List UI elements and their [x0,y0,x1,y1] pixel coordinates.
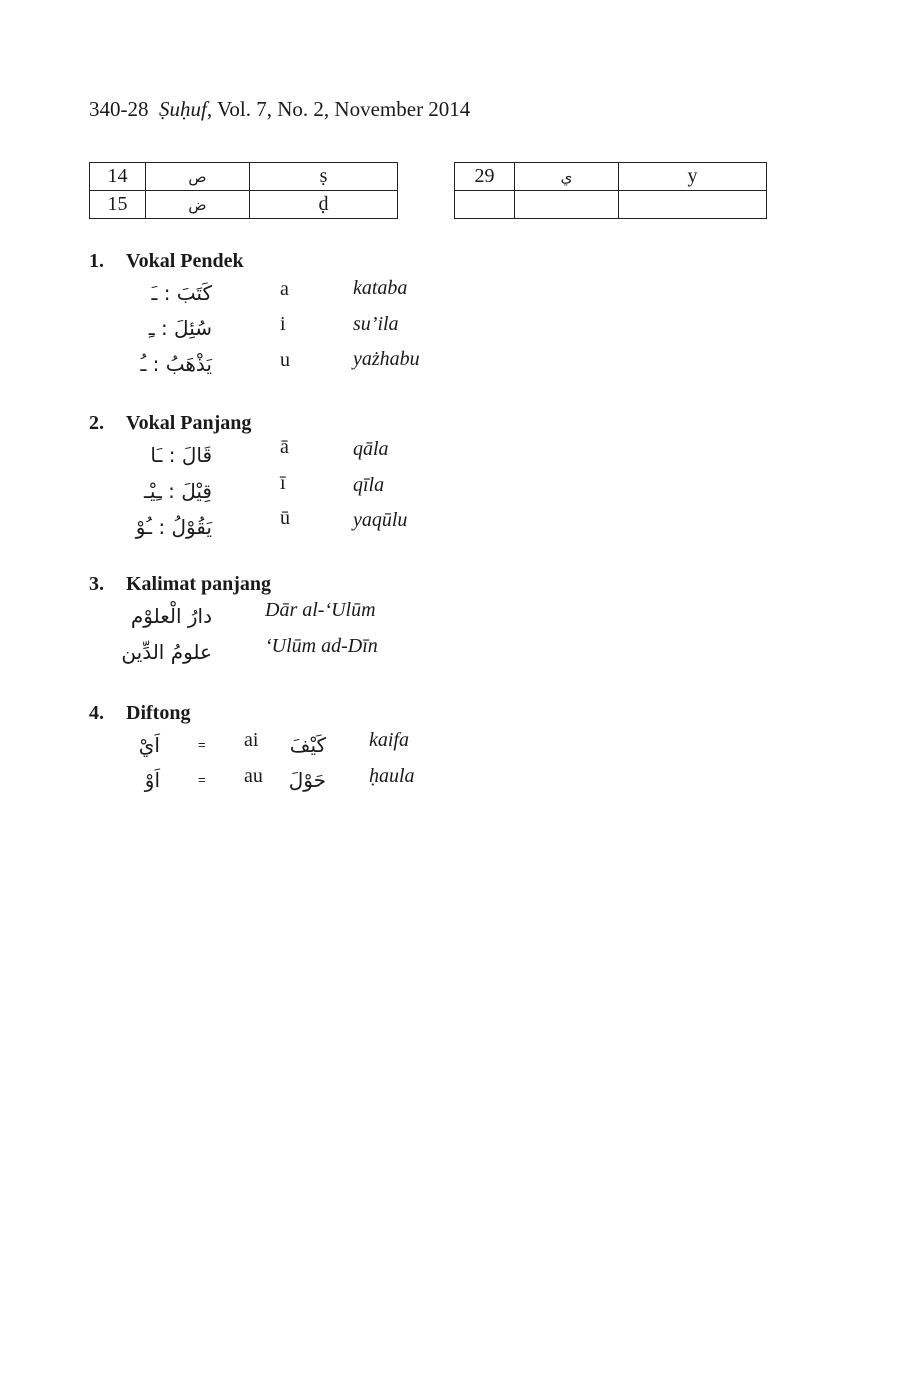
latin-vowel: i [280,313,286,335]
table-cell-arabic: ص [146,163,250,191]
transliteration-example: ḥaula [369,765,415,787]
arabic-example: قَالَ : ـَا [150,443,212,467]
latin-vowel: ī [280,472,286,494]
section-title: Vokal Pendek [126,250,244,272]
arabic-phrase: دارُ الْعلوْم [130,604,212,628]
table-cell-arabic: ي [515,163,619,191]
arabic-example: يَقُوْلُ : ـُوْ [135,515,212,539]
transliteration-example: ‘Ulūm ad-Dīn [265,635,378,657]
table-cell-number [455,191,515,219]
table-cell-arabic [515,191,619,219]
equals-sign: = [198,772,206,787]
latin-vowel: ū [280,507,290,529]
arabic-example: قِيْلَ : ـِيْـ [144,479,212,503]
table-cell-latin: y [619,163,767,191]
table-cell-number: 15 [90,191,146,219]
transliteration-example: yaqūlu [353,509,408,531]
section-heading: 3. Kalimat panjang [89,573,272,595]
transliteration-example: kataba [353,277,408,299]
table-cell-latin: ṣ [250,163,398,191]
table-cell-latin: ḍ [250,191,398,219]
arabic-word: كَيْفَ [289,733,326,757]
transliteration-table-left [89,162,398,219]
transliteration-example: Dār al-‘Ulūm [265,599,376,621]
section-heading: 2. Vokal Panjang [89,412,252,434]
table-row [90,191,398,219]
latin-vowel: ā [280,436,289,458]
latin-vowel: a [280,278,289,300]
transliteration-table-right [454,162,767,219]
arabic-example: سُئِلَ : ـِ [148,316,212,340]
issue-info: , Vol. 7, No. 2, November 2014 [206,97,471,121]
arabic-example: كَتَبَ : ـَ [151,281,212,305]
latin-diphthong: au [244,765,263,787]
section-title: Kalimat panjang [126,573,272,595]
arabic-word: حَوْلَ [288,768,326,792]
table-row [90,163,398,191]
latin-vowel: u [280,349,290,371]
section-heading: 4. Diftong [89,702,191,724]
section-heading: 1. Vokal Pendek [89,250,244,272]
section-title: Diftong [126,702,191,724]
section-title: Vokal Panjang [126,412,252,434]
transliteration-example: kaifa [369,729,409,751]
table-cell-latin [619,191,767,219]
transliteration-example: yażhabu [353,348,420,370]
page-number: 340-28 [89,97,149,121]
arabic-example: يَذْهَبُ : ـُ [140,352,212,376]
arabic-diphthong: اَوْ [144,768,160,792]
running-header [89,97,470,122]
latin-diphthong: ai [244,729,259,751]
arabic-diphthong: اَيْ [138,733,160,757]
table-cell-arabic: ض [146,191,250,219]
transliteration-example: su’ila [353,313,399,335]
transliteration-example: qīla [353,474,385,496]
table-cell-number: 29 [455,163,515,191]
table-row [455,191,767,219]
table-row [455,163,767,191]
table-cell-number: 14 [90,163,146,191]
journal-title: Ṣuḥuf [159,97,207,121]
transliteration-example: qāla [353,438,389,460]
equals-sign: = [198,737,206,752]
arabic-phrase: علومُ الدِّين [121,640,212,664]
